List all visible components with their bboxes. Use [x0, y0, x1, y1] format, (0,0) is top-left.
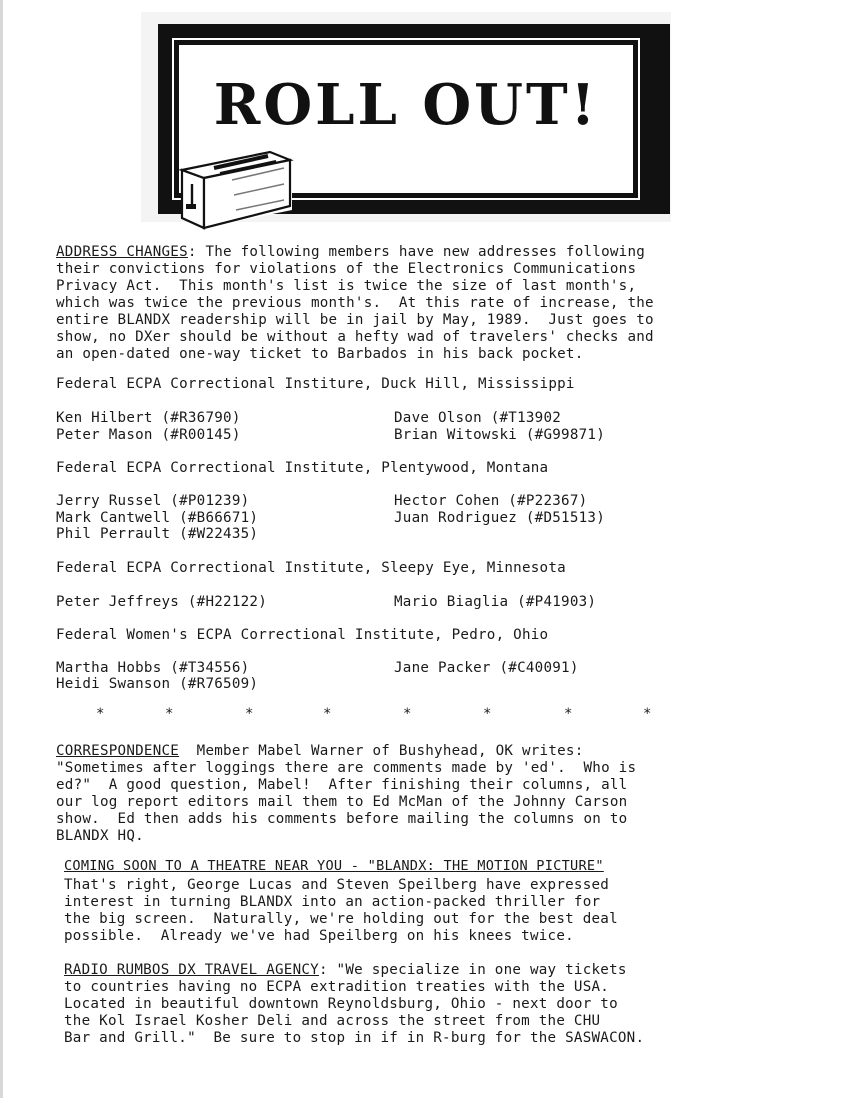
separator-star: *	[245, 706, 254, 722]
radio-rumbos-line: Located in beautiful downtown Reynoldsburg, Ohio - next door to	[64, 996, 618, 1012]
address-line: an open-dated one-way ticket to Barbados in his back pocket.	[56, 346, 584, 362]
address-line: their convictions for violations of the Electronics Communications	[56, 261, 637, 277]
inmate-entry: Martha Hobbs (#T34556)	[56, 660, 250, 676]
coming-soon-line: That's right, George Lucas and Steven Speilberg have expressed	[64, 877, 610, 893]
inmate-entry: Phil Perrault (#W22435)	[56, 526, 259, 542]
correspondence-line: BLANDX HQ.	[56, 828, 144, 844]
inmate-entry: Heidi Swanson (#R76509)	[56, 676, 259, 692]
separator-star: *	[643, 706, 652, 722]
address-line: Privacy Act. This month's list is twice the size of last month's,	[56, 278, 637, 294]
radio-rumbos-line: Bar and Grill." Be sure to stop in if in R-burg for the SASWACON.	[64, 1030, 645, 1046]
radio-rumbos-line: : "We specialize in one way tickets	[318, 962, 627, 978]
inmate-entry: Mario Biaglia (#P41903)	[394, 594, 597, 610]
toaster-icon	[172, 140, 294, 232]
address-line: which was twice the previous month's. At this rate of increase, the	[56, 295, 654, 311]
inmate-entry: Hector Cohen (#P22367)	[394, 493, 588, 509]
banner-title: ROLL OUT!	[213, 72, 599, 138]
separator-star: *	[323, 706, 332, 722]
correspondence-heading: CORRESPONDENCE	[56, 743, 180, 759]
inmate-entry: Peter Mason (#R00145)	[56, 427, 241, 443]
correspondence-line: our log report editors mail them to Ed McMan of the Johnny Carson	[56, 794, 628, 810]
separator-star: *	[483, 706, 492, 722]
address-heading: ADDRESS CHANGES	[56, 244, 188, 260]
inmate-entry: Jane Packer (#C40091)	[394, 660, 579, 676]
coming-soon-line: interest in turning BLANDX into an action-packed thriller for	[64, 894, 601, 910]
separator-star: *	[403, 706, 412, 722]
radio-rumbos-intro	[64, 962, 627, 979]
separator-star: *	[96, 706, 105, 722]
correspondence-line: Member Mabel Warner of Bushyhead, OK writes:	[179, 743, 584, 759]
coming-soon-line: the big screen. Naturally, we're holding out for the best deal	[64, 911, 618, 927]
inmate-entry: Brian Witowski (#G99871)	[394, 427, 605, 443]
inmate-entry: Dave Olson (#T13902	[394, 410, 562, 426]
inmate-entry: Juan Rodriguez (#D51513)	[394, 510, 605, 526]
separator-star: *	[564, 706, 573, 722]
institution-name: Federal ECPA Correctional Institute, Plentywood, Montana	[56, 460, 549, 476]
correspondence-line: "Sometimes after loggings there are comments made by 'ed'. Who is	[56, 760, 637, 776]
page-edge	[0, 0, 3, 1098]
institution-name: Federal ECPA Correctional Institure, Duck Hill, Mississippi	[56, 376, 575, 392]
institution-name: Federal Women's ECPA Correctional Institute, Pedro, Ohio	[56, 627, 549, 643]
address-line: show, no DXer should be without a hefty wad of travelers' checks and	[56, 329, 654, 345]
correspondence-line: ed?" A good question, Mabel! After finishing their columns, all	[56, 777, 628, 793]
correspondence-intro	[56, 743, 584, 760]
radio-rumbos-line: to countries having no ECPA extradition treaties with the USA.	[64, 979, 610, 995]
radio-rumbos-line: the Kol Israel Kosher Deli and across the street from the CHU	[64, 1013, 601, 1029]
address-line: : The following members have new addresses following	[187, 244, 646, 260]
separator-star: *	[165, 706, 174, 722]
correspondence-line: show. Ed then adds his comments before mailing the columns on to	[56, 811, 628, 827]
address-intro	[56, 244, 645, 261]
coming-soon-line: possible. Already we've had Speilberg on his knees twice.	[64, 928, 574, 944]
institution-name: Federal ECPA Correctional Institute, Sleepy Eye, Minnesota	[56, 560, 566, 576]
inmate-entry: Peter Jeffreys (#H22122)	[56, 594, 267, 610]
radio-rumbos-heading: RADIO RUMBOS DX TRAVEL AGENCY	[64, 962, 319, 978]
inmate-entry: Jerry Russel (#P01239)	[56, 493, 250, 509]
inmate-entry: Mark Cantwell (#B66671)	[56, 510, 259, 526]
inmate-entry: Ken Hilbert (#R36790)	[56, 410, 241, 426]
coming-soon-heading: COMING SOON TO A THEATRE NEAR YOU - "BLANDX: THE MOTION PICTURE"	[64, 858, 604, 874]
address-line: entire BLANDX readership will be in jail by May, 1989. Just goes to	[56, 312, 654, 328]
